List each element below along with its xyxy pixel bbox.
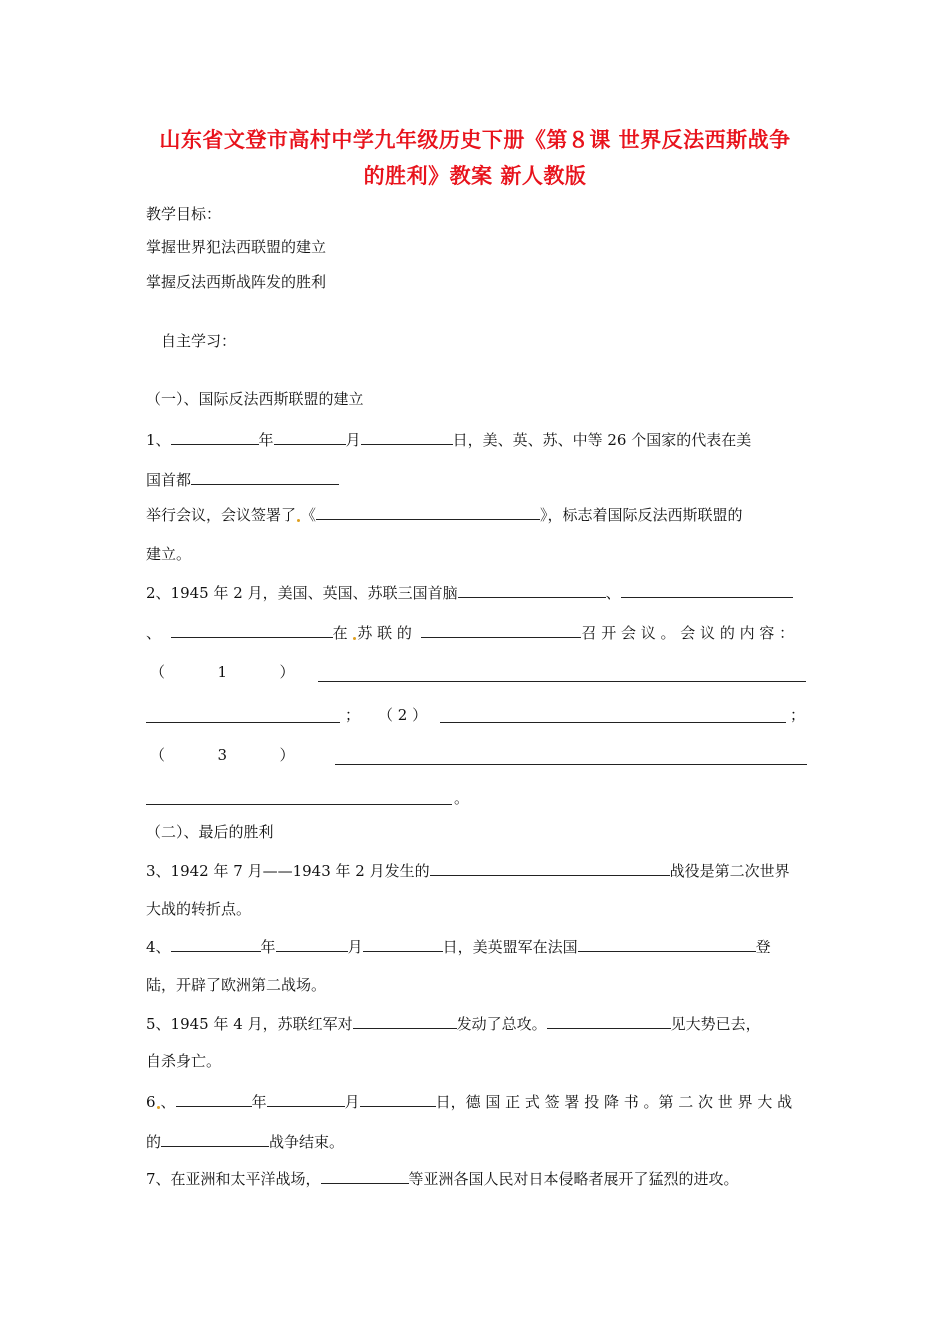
blank-target-city[interactable] — [353, 1012, 457, 1029]
blank-conference-place[interactable] — [421, 621, 581, 638]
blank-content-1-cont[interactable] — [146, 721, 340, 723]
question-1-line-4: 建立。 — [146, 545, 192, 563]
content-point-1-label: （ 1 ） — [150, 663, 295, 681]
question-1-line-3: 举行会议，会议签署了 《 》，标志着国际反法西斯联盟的 — [146, 503, 743, 525]
blank-content-1[interactable] — [318, 680, 806, 682]
question-7-line-1: 7、在亚洲和太平洋战场， 等亚洲各国人民对日本侵略者展开了猛烈的进攻。 — [146, 1167, 739, 1189]
blank-battle[interactable] — [430, 859, 670, 876]
question-1-line-2: 国首都 — [146, 468, 339, 490]
question-4-line-1: 4、 年 月 日，美英盟军在法国 登 — [146, 935, 771, 957]
blank-month[interactable] — [276, 935, 348, 952]
question-6-line-2: 的 战争结束。 — [146, 1130, 344, 1152]
question-1-line-1: 1、 年 月 日，美、英、苏、中等 26 个国家的代表在美 — [146, 428, 751, 450]
section-2-heading: （二）、最后的胜利 — [146, 823, 274, 841]
marker-dot — [157, 1106, 160, 1109]
blank-year[interactable] — [171, 935, 261, 952]
blank-month[interactable] — [274, 428, 346, 445]
blank-year[interactable] — [171, 428, 259, 445]
objective-item-1: 掌握世界犯法西联盟的建立 — [146, 238, 327, 256]
question-3-line-2: 大战的转折点。 — [146, 900, 252, 918]
blank-content-3[interactable] — [335, 763, 807, 765]
blank-content-2[interactable] — [440, 721, 786, 723]
question-2-line-1: 2、1945 年 2 月，美国、英国、苏联三国首脑 、 — [146, 581, 793, 603]
blank-landing-place[interactable] — [578, 935, 756, 952]
separator: ； — [345, 706, 361, 724]
blank-country[interactable] — [321, 1167, 409, 1184]
blank-year[interactable] — [176, 1090, 252, 1107]
content-point-3-label: （ 3 ） — [150, 746, 295, 764]
self-study-heading: 自主学习： — [161, 332, 237, 350]
separator: ； — [790, 706, 806, 724]
sentence-end: 。 — [454, 789, 470, 807]
objectives-heading: 教学目标： — [146, 205, 222, 223]
question-2-line-2: 、 在 苏 联 的 召 开 会 议 。 会 议 的 内 容 ： — [146, 621, 794, 643]
question-6-line-1: 6 、 年 月 日，德 国 正 式 签 署 投 降 书 。第 二 次 世 界 大 战 — [146, 1090, 792, 1112]
blank-declaration[interactable] — [316, 503, 540, 520]
blank-day[interactable] — [360, 1090, 436, 1107]
question-5-line-1: 5、1945 年 4 月，苏联红军对 发动了总攻。 见大势已去， — [146, 1012, 761, 1034]
blank-day[interactable] — [361, 428, 453, 445]
objective-item-2: 掌握反法西斯战阵发的胜利 — [146, 273, 327, 291]
blank-capital[interactable] — [191, 468, 339, 485]
blank-leader-3[interactable] — [171, 621, 333, 638]
question-3-line-1: 3、1942 年 7 月——1943 年 2 月发生的 战役是第二次世界 — [146, 859, 790, 881]
marker-dot — [353, 637, 356, 640]
blank-content-3-cont[interactable] — [146, 803, 452, 805]
blank-war-theater[interactable] — [161, 1130, 269, 1147]
content-point-2-label: （ 2 ） — [378, 706, 428, 724]
question-5-line-2: 自杀身亡。 — [146, 1052, 222, 1070]
marker-dot — [297, 519, 300, 522]
question-4-line-2: 陆，开辟了欧洲第二战场。 — [146, 976, 327, 994]
document-title-line2: 的胜利》教案 新人教版 — [363, 164, 587, 188]
blank-person[interactable] — [547, 1012, 671, 1029]
section-1-heading: （一）、国际反法西斯联盟的建立 — [146, 390, 364, 408]
document-title-line1: 山东省文登市高村中学九年级历史下册《第８课 世界反法西斯战争 — [159, 128, 791, 152]
blank-leader-1[interactable] — [458, 581, 606, 598]
blank-day[interactable] — [363, 935, 443, 952]
blank-month[interactable] — [267, 1090, 345, 1107]
blank-leader-2[interactable] — [621, 581, 793, 598]
